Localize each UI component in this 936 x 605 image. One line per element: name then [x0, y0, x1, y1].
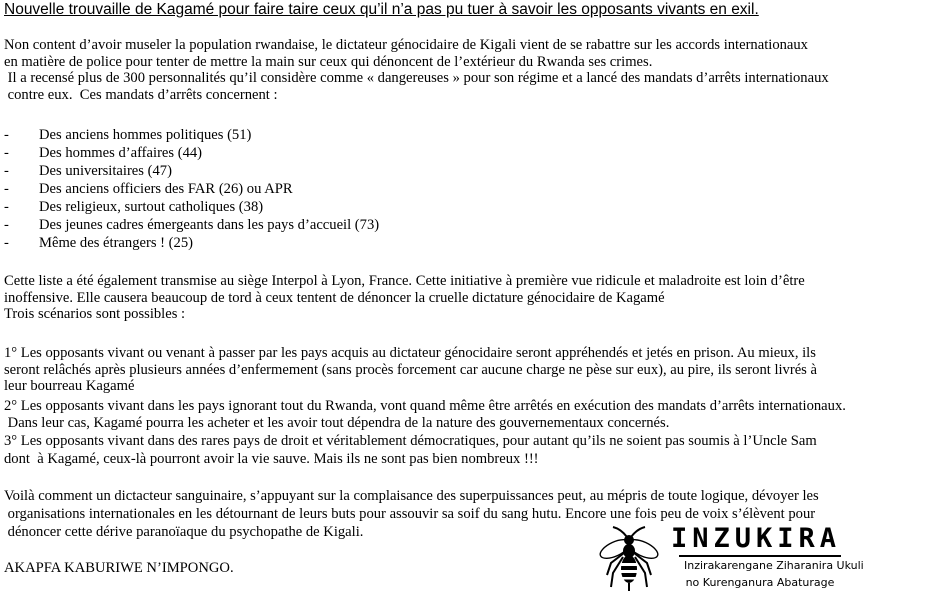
- list-bullet: -: [4, 181, 9, 197]
- signature: AKAPFA KABURIWE N’IMPONGO.: [4, 560, 234, 576]
- scenario-line: 1° Les opposants vivant ou venant à passer par les pays acquis au dictateur génocidaire seront appréhendés et jetés en prison. Au mieux, ils: [4, 345, 816, 361]
- paragraph-line: Trois scénarios sont possibles :: [4, 306, 186, 323]
- list-item: Des universitaires (47): [39, 163, 172, 179]
- scenario-line: 2° Les opposants vivant dans les pays ignorant tout du Rwanda, vont quand même être arrêtés en exécution des mandats d’arrêts internationaux.: [4, 398, 846, 414]
- intro-line: en matière de police pour tenter de mettre la main sur ceux qui dénoncent de l’extérieur du Rwanda ses crimes.: [4, 53, 653, 70]
- scenario-line: leur bourreau Kagamé: [4, 378, 135, 395]
- list-bullet: -: [4, 235, 9, 251]
- intro-line: Non content d’avoir museler la population rwandaise, le dictateur génocidaire de Kigali vient de se rabattre sur les accords internationaux: [4, 37, 808, 53]
- logo-name: INZUKIRA: [671, 523, 842, 554]
- list-item: Des religieux, surtout catholiques (38): [39, 199, 264, 215]
- list-item: Des hommes d’affaires (44): [39, 145, 203, 161]
- conclusion-line: dénoncer cette dérive paranoïaque du psychopathe de Kigali.: [4, 524, 364, 540]
- list-bullet: -: [4, 163, 9, 179]
- list-item: Des anciens hommes politiques (51): [39, 127, 252, 143]
- scenario-line: Dans leur cas, Kagamé pourra les acheter et les avoir tout dépendra de la nature des gouvernementaux concernés.: [4, 414, 670, 431]
- scenario-line: seront relâchés après plusieurs années d’enfermement (sans procès forcement car aucune charge ne pèse sur eux), au pire, ils seront livrés à: [4, 361, 817, 378]
- inzukira-logo: [587, 523, 869, 593]
- page-title: Nouvelle trouvaille de Kagamé pour faire taire ceux qu’il n’a pas pu tuer à savoir les opposants vivants en exil.: [4, 1, 759, 18]
- list-bullet: -: [4, 199, 9, 215]
- logo-divider: [679, 555, 841, 557]
- list-bullet: -: [4, 217, 9, 233]
- scenario-line: 3° Les opposants vivant dans des rares pays de droit et véritablement démocratiques, pour autant qu’ils ne soient pas soumis à l’Uncle Sam: [4, 433, 817, 449]
- paragraph-line: Cette liste a été également transmise au siège Interpol à Lyon, France. Cette initiative à première vue ridicule et maladroite est loin d’être: [4, 273, 805, 289]
- list-item: Même des étrangers ! (25): [39, 235, 193, 251]
- intro-line: Il a recensé plus de 300 personnalités qu’il considère comme « dangereuses » pour son régime et a lancé des mandats d’arrêts internationaux: [4, 70, 829, 87]
- scenario-line: dont à Kagamé, ceux-là pourront avoir la vie sauve. Mais ils ne sont pas bien nombreux !!!: [4, 451, 539, 467]
- list-item: Des anciens officiers des FAR (26) ou APR: [39, 181, 293, 197]
- conclusion-line: Voilà comment un dictacteur sanguinaire, s’appuyant sur la complaisance des superpuissances peut, au mépris de toute logique, dévoyer les: [4, 488, 819, 504]
- logo-tagline: Inzirakarengane Ziharanira Ukuli: [684, 559, 864, 572]
- list-bullet: -: [4, 127, 9, 143]
- list-bullet: -: [4, 145, 9, 161]
- conclusion-line: organisations internationales en les détournant de leurs buts pour assouvir sa soif du sang hutu. Encore une fois peu de voix s’élèvent pour: [4, 506, 816, 522]
- logo-tagline: no Kurenganura Abaturage: [685, 576, 835, 589]
- list-item: Des jeunes cadres émergeants dans les pays d’accueil (73): [39, 217, 380, 233]
- intro-line: contre eux. Ces mandats d’arrêts concernent :: [4, 86, 278, 103]
- wasp-icon: [593, 523, 663, 593]
- paragraph-line: inoffensive. Elle causera beaucoup de tord à ceux tentent de dénoncer la cruelle dictature génocidaire de Kagamé: [4, 289, 665, 306]
